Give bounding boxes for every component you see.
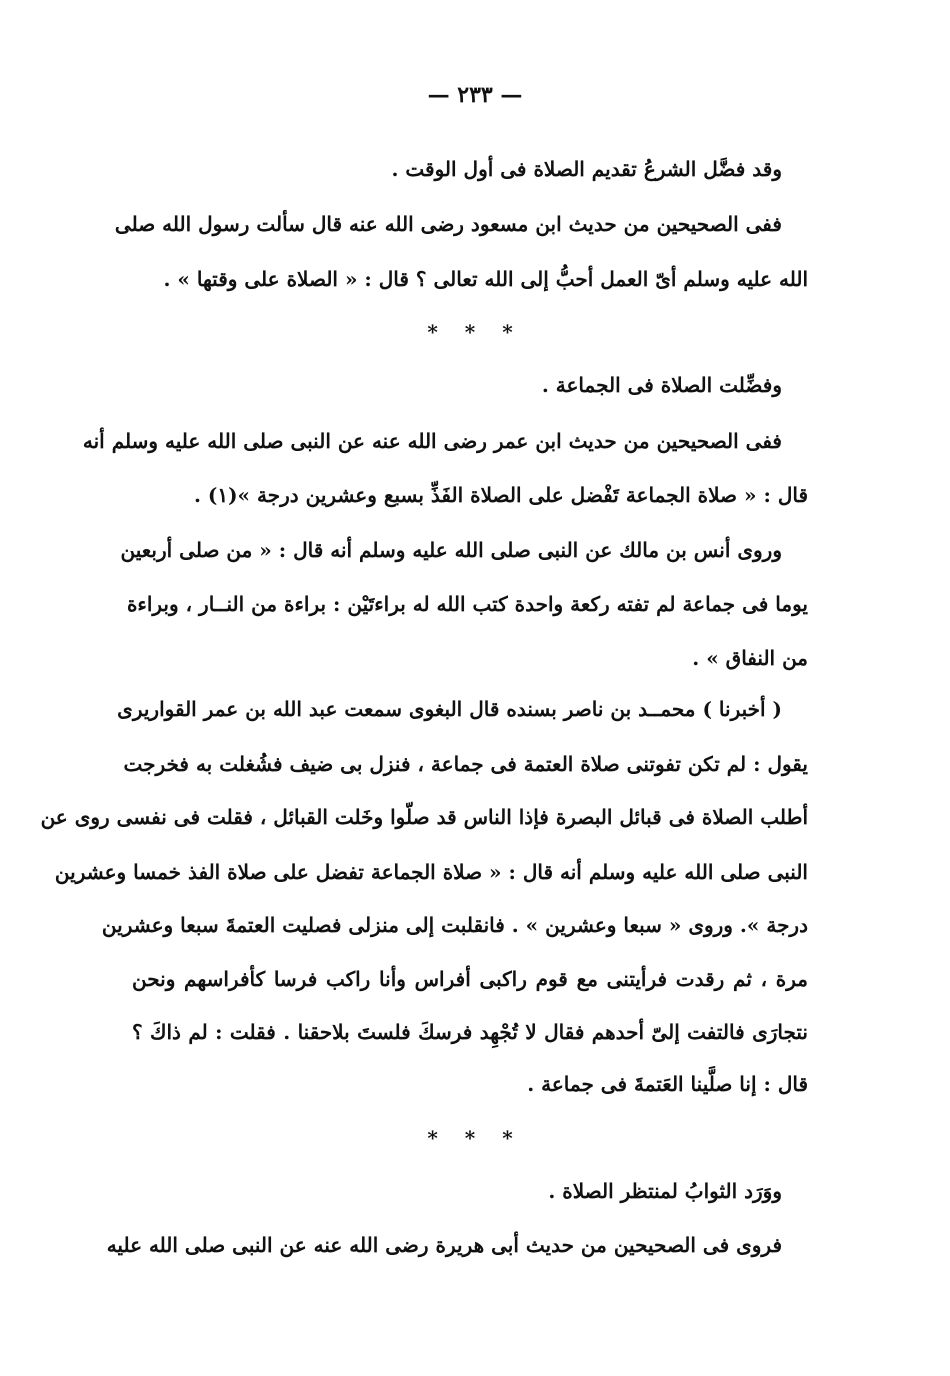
text-line-1: وقد فضَّل الشرعُ تقديم الصلاة فى أول الوقت . bbox=[391, 157, 782, 181]
text-line-2: ففى الصحيحين من حديث ابن مسعود رضى الله عنه قال سألت رسول الله صلى bbox=[114, 212, 782, 236]
page-number: — ٢٣٣ — bbox=[427, 82, 523, 108]
text-line-11: يقول : لم تكن تفوتنى صلاة العتمة فى جماعة ، فنزل بى ضيف فشُغلت به فخرجت bbox=[123, 752, 808, 776]
text-line-14: درجة ». وروى « سبعا وعشرين » . فانقلبت إلى منزلى فصليت العتمةَ سبعا وعشرين bbox=[101, 913, 808, 937]
text-line-8: يوما فى جماعة لم تفته ركعة واحدة كتب الله له براءتَيْن : براءة من النــار ، وبراءة bbox=[126, 592, 808, 616]
text-line-18: ووَرَد الثوابُ لمنتظر الصلاة . bbox=[548, 1179, 782, 1203]
text-line-17: قال : إنا صلَّينا العَتمةَ فى جماعة . bbox=[527, 1072, 808, 1096]
text-line-19: فروى فى الصحيحين من حديث أبى هريرة رضى الله عنه عن النبى صلى الله عليه bbox=[106, 1233, 782, 1257]
text-line-13: النبى صلى الله عليه وسلم أنه قال : « صلاة الجماعة تفضل على صلاة الفذ خمسا وعشرين bbox=[54, 860, 808, 884]
text-line-4: وفضِّلت الصلاة فى الجماعة . bbox=[541, 373, 782, 397]
text-line-7: وروى أنس بن مالك عن النبى صلى الله عليه وسلم أنه قال : « من صلى أربعين bbox=[120, 538, 782, 562]
text-line-10: ( أخبرنا ) محمــد بن ناصر بسنده قال البغوى سمعت عبد الله بن عمر القواريرى bbox=[117, 697, 782, 721]
text-line-16: نتجارَى فالتفت إلىّ أحدهم فقال لا تُجْهِد فرسكَ فلستَ بلاحقنا . فقلت : لم ذاكَ ؟ bbox=[132, 1020, 808, 1044]
text-line-6: قال : « صلاة الجماعة تَفْضل على الصلاة الفَذِّ بسبع وعشرين درجة »(١) . bbox=[193, 483, 808, 507]
text-line-3: الله عليه وسلم أىّ العمل أحبُّ إلى الله تعالى ؟ قال : « الصلاة على وقتها » . bbox=[163, 267, 808, 291]
text-line-15: مرة ، ثم رقدت فرأيتنى مع قوم راكبى أفراس وأنا راكب فرسا كأفراسهم ونحن bbox=[132, 967, 808, 991]
text-line-9: من النفاق » . bbox=[692, 646, 808, 670]
text-line-12: أطلب الصلاة فى قبائل البصرة فإذا الناس قد صلّوا وخَلت القبائل ، فقلت فى نفسى روى عن bbox=[40, 805, 808, 829]
section-separator-2: * * * bbox=[427, 1126, 523, 1150]
text-line-5: ففى الصحيحين من حديث ابن عمر رضى الله عنه عن النبى صلى الله عليه وسلم أنه bbox=[82, 429, 782, 453]
section-separator-1: * * * bbox=[427, 320, 523, 344]
